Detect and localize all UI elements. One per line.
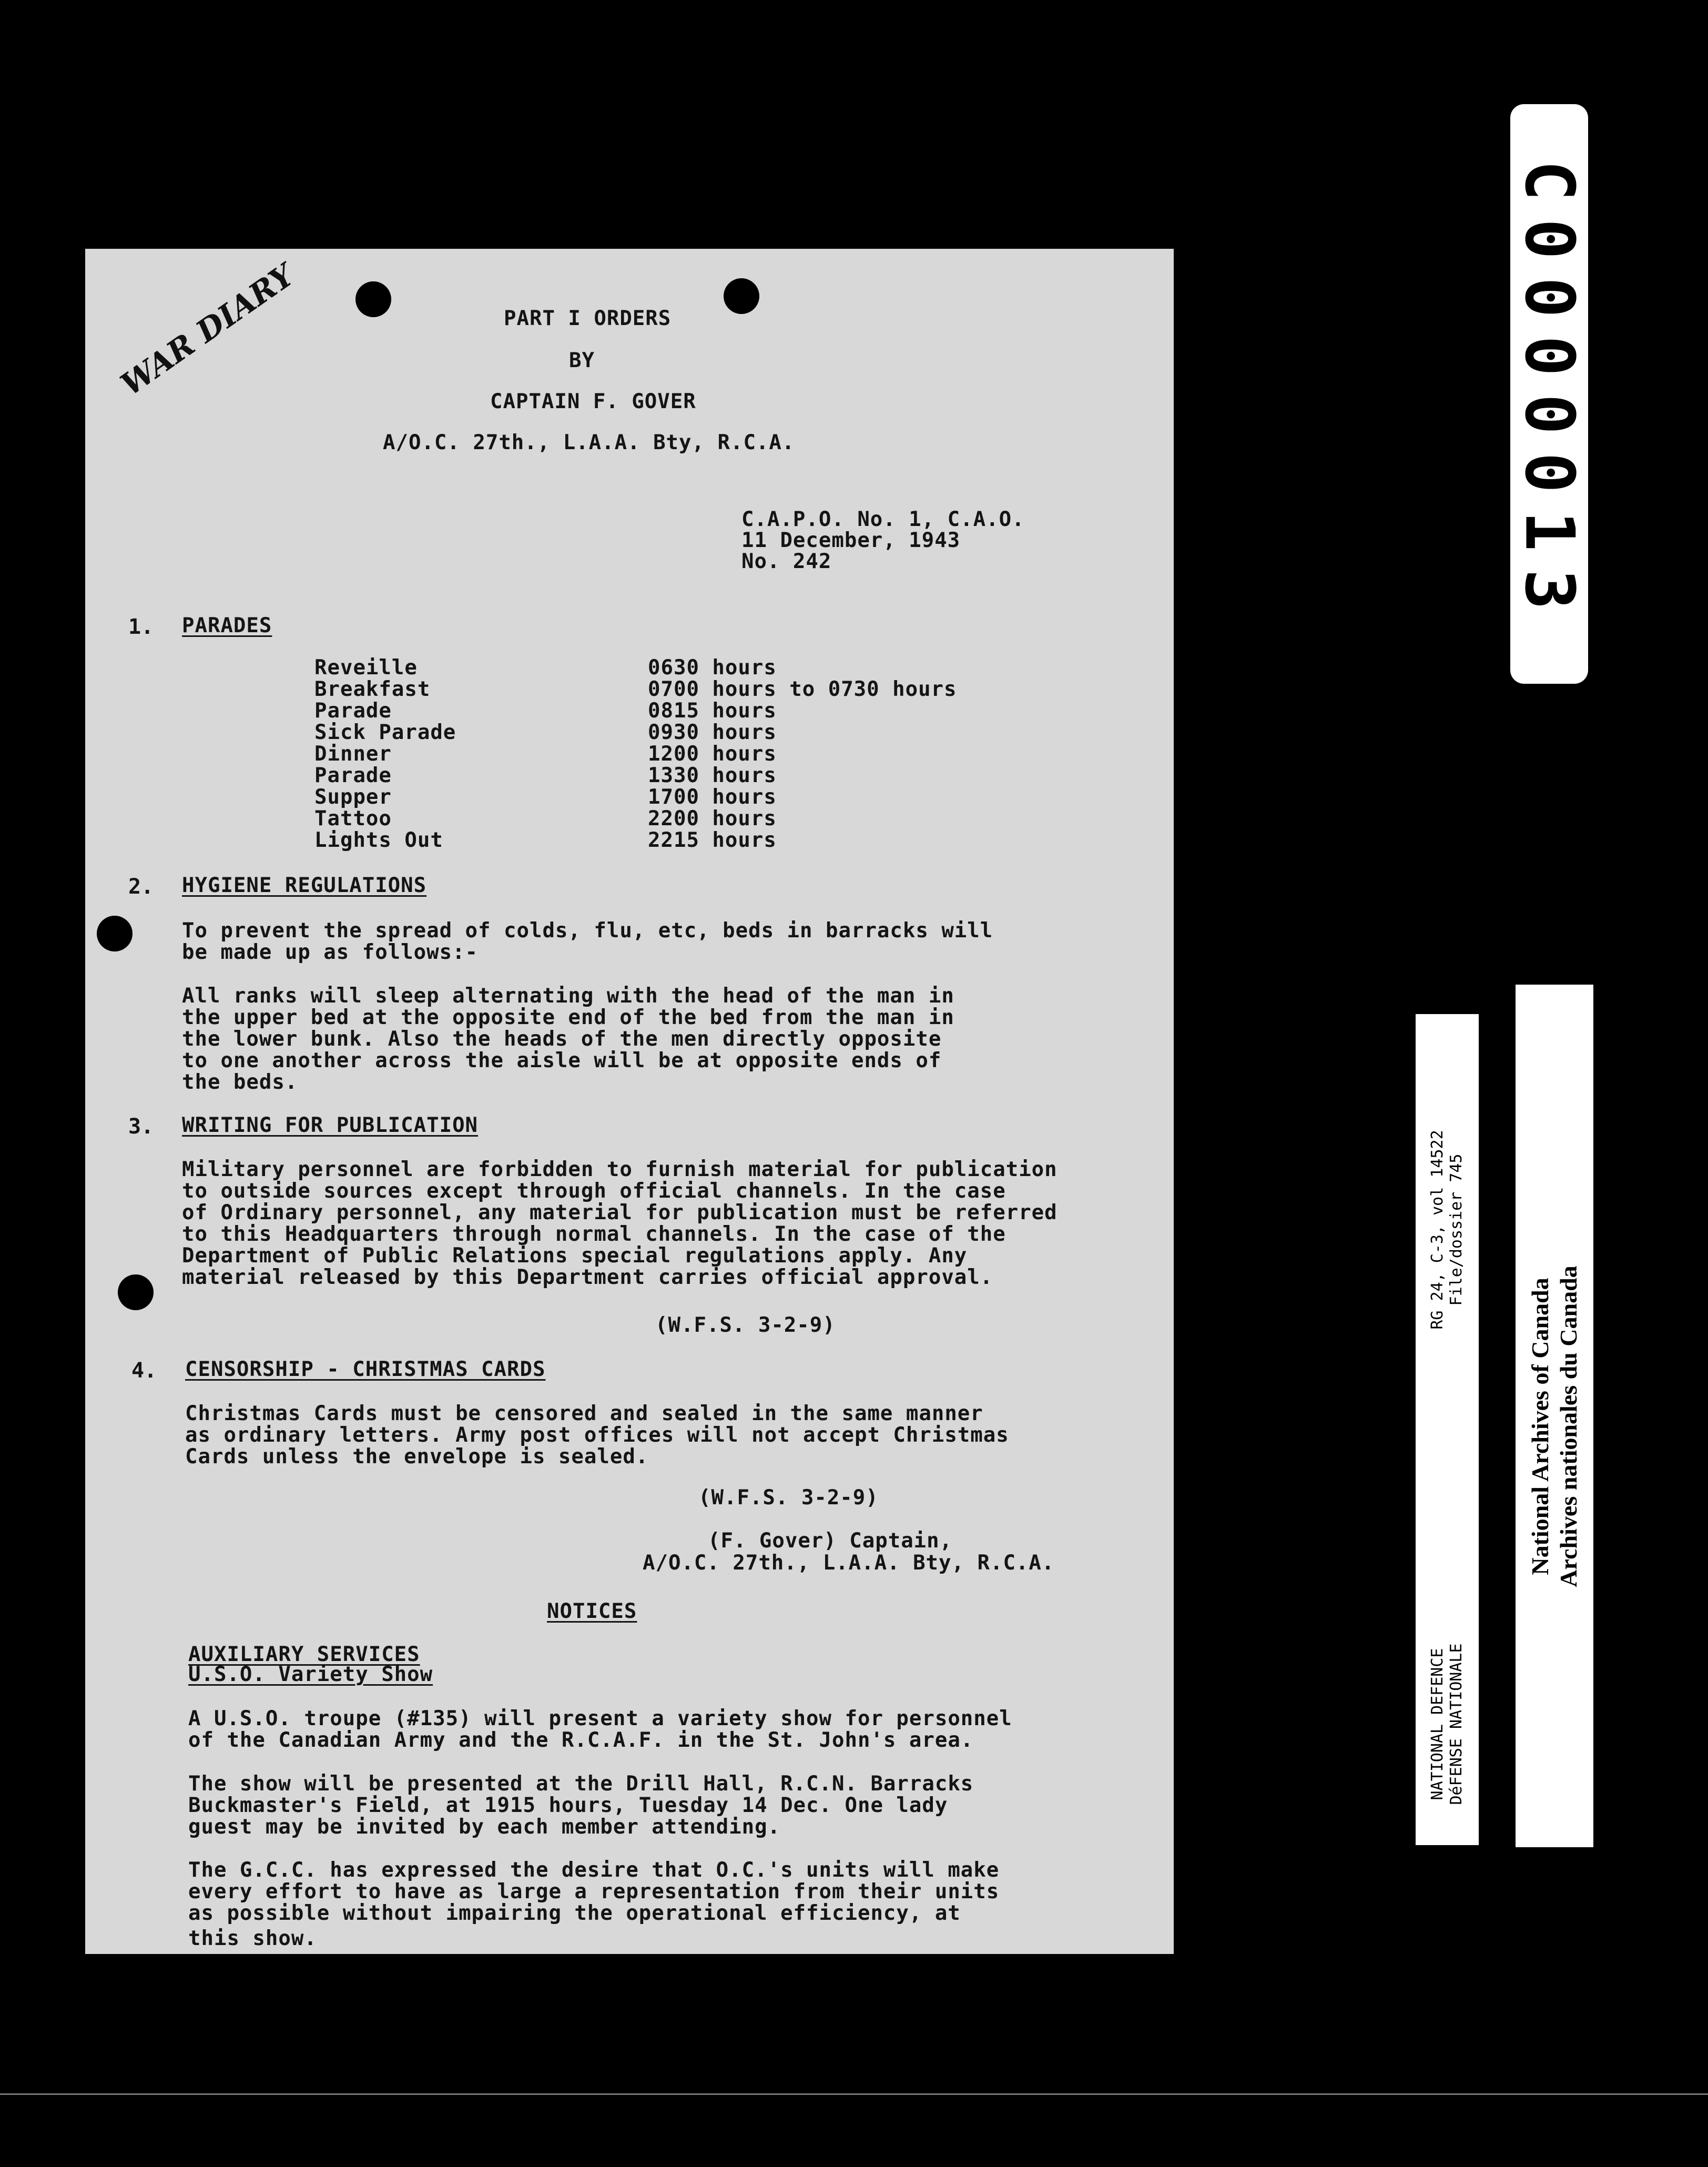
archive-reference-block <box>1428 1130 1466 1329</box>
paragraph-line: every effort to have as large a representation from their units <box>188 1880 1000 1903</box>
punch-hole-top-right <box>724 278 759 314</box>
schedule-event: Breakfast <box>314 677 431 701</box>
schedule-event: Lights Out <box>314 828 443 852</box>
paragraph-line: of Ordinary personnel, any material for publication must be referred <box>182 1201 1058 1224</box>
schedule-time: 0630 hours <box>648 656 777 680</box>
schedule-event: Reveille <box>314 656 418 680</box>
paragraph-line: to one another across the aisle will be at opposite ends of <box>182 1049 942 1072</box>
uso-variety-show-heading: U.S.O. Variety Show <box>188 1663 433 1686</box>
paragraph-line: the upper bed at the opposite end of the bed from the man in <box>182 1006 954 1029</box>
archival-reference-card <box>1416 1014 1479 1845</box>
schedule-event: Supper <box>314 785 392 809</box>
schedule-event: Dinner <box>314 742 392 766</box>
paragraph-line: material released by this Department carries official approval. <box>182 1265 993 1289</box>
schedule-event: Sick Parade <box>314 721 456 744</box>
schedule-time: 2215 hours <box>648 828 777 852</box>
archives-name-en: National Archives of Canada <box>1527 1278 1553 1575</box>
paragraph-line: Buckmaster's Field, at 1915 hours, Tuesday 14 Dec. One lady <box>188 1794 948 1817</box>
paragraph-line: To prevent the spread of colds, flu, etc, beds in barracks will <box>182 919 993 943</box>
paragraph-line: Christmas Cards must be censored and sealed in the same manner <box>185 1402 983 1425</box>
paragraph-line: All ranks will sleep alternating with the head of the man in <box>182 984 954 1008</box>
officer-unit: A/O.C. 27th., L.A.A. Bty, R.C.A. <box>383 431 795 454</box>
punch-hole-top-left <box>355 281 391 317</box>
schedule-time: 1330 hours <box>648 764 777 787</box>
archives-name-block <box>1526 1265 1583 1587</box>
section-1-number: 1. <box>128 615 154 639</box>
signature-name: (F. Gover) Captain, <box>708 1529 953 1553</box>
national-archives-label <box>1516 985 1593 1847</box>
paragraph-line: to this Headquarters through normal channels. In the case of the <box>182 1222 1006 1246</box>
schedule-event: Tattoo <box>314 807 392 831</box>
frame-number-label <box>1510 104 1588 684</box>
paragraph-line: of the Canadian Army and the R.C.A.F. in the St. John's area. <box>188 1728 974 1752</box>
paragraph-line: this show. <box>188 1927 317 1950</box>
handwritten-war-diary: WAR DIARY <box>114 257 301 403</box>
schedule-time: 0930 hours <box>648 721 777 744</box>
paragraph-line: Department of Public Relations special regulations apply. Any <box>182 1244 968 1268</box>
schedule-event: Parade <box>314 699 392 723</box>
schedule-time: 0815 hours <box>648 699 777 723</box>
paragraph-line: the beds. <box>182 1070 298 1094</box>
archive-reference-line: RG 24, C-3, vol 14522 <box>1428 1130 1447 1330</box>
section-3-reference: (W.F.S. 3-2-9) <box>655 1313 836 1337</box>
schedule-time: 1700 hours <box>648 785 777 809</box>
auxiliary-services-heading: AUXILIARY SERVICES <box>188 1643 420 1666</box>
section-4-number: 4. <box>131 1359 157 1383</box>
section-2-number: 2. <box>128 875 154 899</box>
paragraph-line: Cards unless the envelope is sealed. <box>185 1445 649 1469</box>
paragraph-line: as possible without impairing the operational efficiency, at <box>188 1901 961 1925</box>
section-4-reference: (W.F.S. 3-2-9) <box>698 1486 879 1510</box>
signature-unit: A/O.C. 27th., L.A.A. Bty, R.C.A. <box>643 1551 1055 1575</box>
paragraph-line: The show will be presented at the Drill Hall, R.C.N. Barracks <box>188 1772 974 1796</box>
paragraph-line: as ordinary letters. Army post offices will not accept Christmas <box>185 1423 1009 1447</box>
schedule-time: 0700 hours to 0730 hours <box>648 677 957 701</box>
punch-hole-side-upper <box>97 916 133 951</box>
paragraph-line: Military personnel are forbidden to furnish material for publication <box>182 1158 1058 1181</box>
archive-reference-line: File/dossier 745 <box>1447 1153 1466 1306</box>
frame-number: C0000013 <box>1510 160 1589 628</box>
reference-number: No. 242 <box>741 550 832 573</box>
section-3-number: 3. <box>128 1115 154 1139</box>
archives-name-fr: Archives nationales du Canada <box>1555 1265 1582 1587</box>
officer-name: CAPTAIN F. GOVER <box>490 390 696 413</box>
film-edge-line <box>0 2093 1708 2095</box>
section-2-heading: HYGIENE REGULATIONS <box>182 874 427 897</box>
notices-heading: NOTICES <box>547 1599 637 1623</box>
paragraph-line: be made up as follows:- <box>182 940 479 964</box>
section-1-heading: PARADES <box>182 614 272 637</box>
paragraph-line: to outside sources except through official channels. In the case <box>182 1179 1006 1203</box>
reference-address: C.A.P.O. No. 1, C.A.O. <box>741 508 1025 531</box>
paragraph-line: the lower bunk. Also the heads of the men directly opposite <box>182 1027 942 1051</box>
section-3-heading: WRITING FOR PUBLICATION <box>182 1113 479 1137</box>
schedule-time: 1200 hours <box>648 742 777 766</box>
schedule-time: 2200 hours <box>648 807 777 831</box>
section-4-heading: CENSORSHIP - CHRISTMAS CARDS <box>185 1358 546 1381</box>
orders-title: PART I ORDERS <box>504 307 672 330</box>
paragraph-line: guest may be invited by each member attending. <box>188 1815 781 1839</box>
orders-by: BY <box>569 349 595 372</box>
document-page <box>85 249 1174 1954</box>
punch-hole-side-lower <box>118 1274 154 1310</box>
paragraph-line: A U.S.O. troupe (#135) will present a variety show for personnel <box>188 1707 1012 1730</box>
department-label-block <box>1428 1643 1466 1805</box>
department-label: NATIONAL DEFENCE <box>1428 1648 1447 1800</box>
department-label: DéFENSE NATIONALE <box>1447 1643 1466 1805</box>
reference-date: 11 December, 1943 <box>741 529 961 552</box>
paragraph-line: The G.C.C. has expressed the desire that O.C.'s units will make <box>188 1858 1000 1882</box>
schedule-event: Parade <box>314 764 392 787</box>
